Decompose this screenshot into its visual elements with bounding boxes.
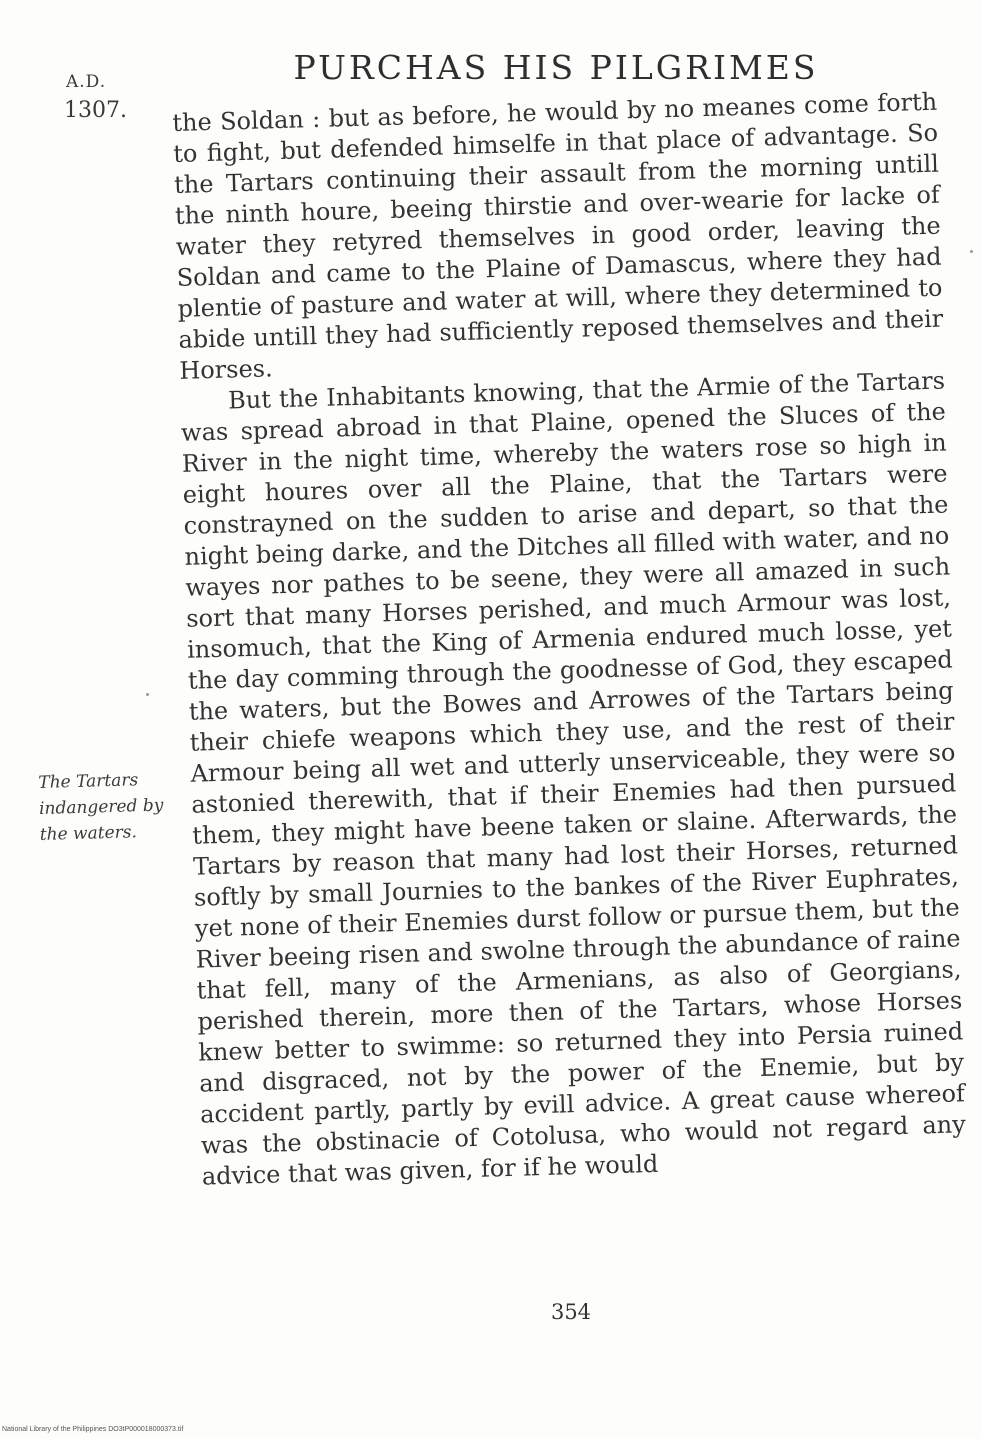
margin-note-line: the waters. <box>39 822 138 845</box>
body-text <box>172 87 967 1193</box>
margin-ad-label: A.D. <box>66 72 107 92</box>
margin-note-line: indangered by <box>38 795 164 819</box>
paragraph: the Soldan : but as before, he would by no meanes come forth to fight, but defended himselfe in that place of advantage. So the Tartars continuing their assault from the morning untill the ninth houre, beeing thirstie and over-wearie for lacke of water they retyred themselves in good order, leaving the Soldan and came to the Plaine of Damascus, where they had plentie of pasture and water at will, where they determined to abide untill they had sufficiently reposed themselves and their Horses. <box>172 87 944 385</box>
margin-note-line: The Tartars <box>38 770 139 793</box>
paragraph: But the Inhabitants knowing, that the Armie of the Tartars was spread abroad in that Plaine, opened the Sluces of the River in the night time, whereby the waters rose so high in eight houres over all the Plaine, that the Tartars were constrayned on the sudden to arise and depart, so that the night being darke, and the Ditches all filled with water, and no wayes nor pathes to be seene, they were all amazed in such sort that many Horses perished, and much Armour was lost, insomuch, that the King of Armenia endured much losse, yet the day comming through the goodnesse of God, they escaped the waters, but the Bowes and Arrowes of the Tartars being their chiefe weapons which they use, and the rest of their Armour being all wet and utterly unserviceable, they were so astonied therewith, that if their Enemies had then pursued them, they might have beene taken or slaine. Afterwards, the Tartars by reason that many had lost their Horses, returned softly by small Journies to the bankes of the River Euphrates, yet none of their Enemies durst follow or pursue them, but the River beeing risen and swolne through the abundance of raine that fell, many of the Armenians, as also of Georgians, perished therein, more then of the Tartars, whose Horses knew better to swimme: so returned they into Persia ruined and disgraced, not by the power of the Enemie, but by accident partly, partly by evill advice. A great cause whereof was the obstinacie of Cotolusa, who would not regard any advice that was given, for if he would <box>180 366 967 1191</box>
ink-speck <box>970 250 973 253</box>
margin-note <box>38 766 185 848</box>
margin-year: 1307. <box>64 98 127 123</box>
page-number: 354 <box>550 1300 592 1324</box>
running-title: PURCHAS HIS PILGRIMES <box>293 48 819 87</box>
scan-credit: National Library of the Philippines DO3tP000018000373.tif <box>2 1426 184 1433</box>
ink-speck <box>146 693 149 696</box>
